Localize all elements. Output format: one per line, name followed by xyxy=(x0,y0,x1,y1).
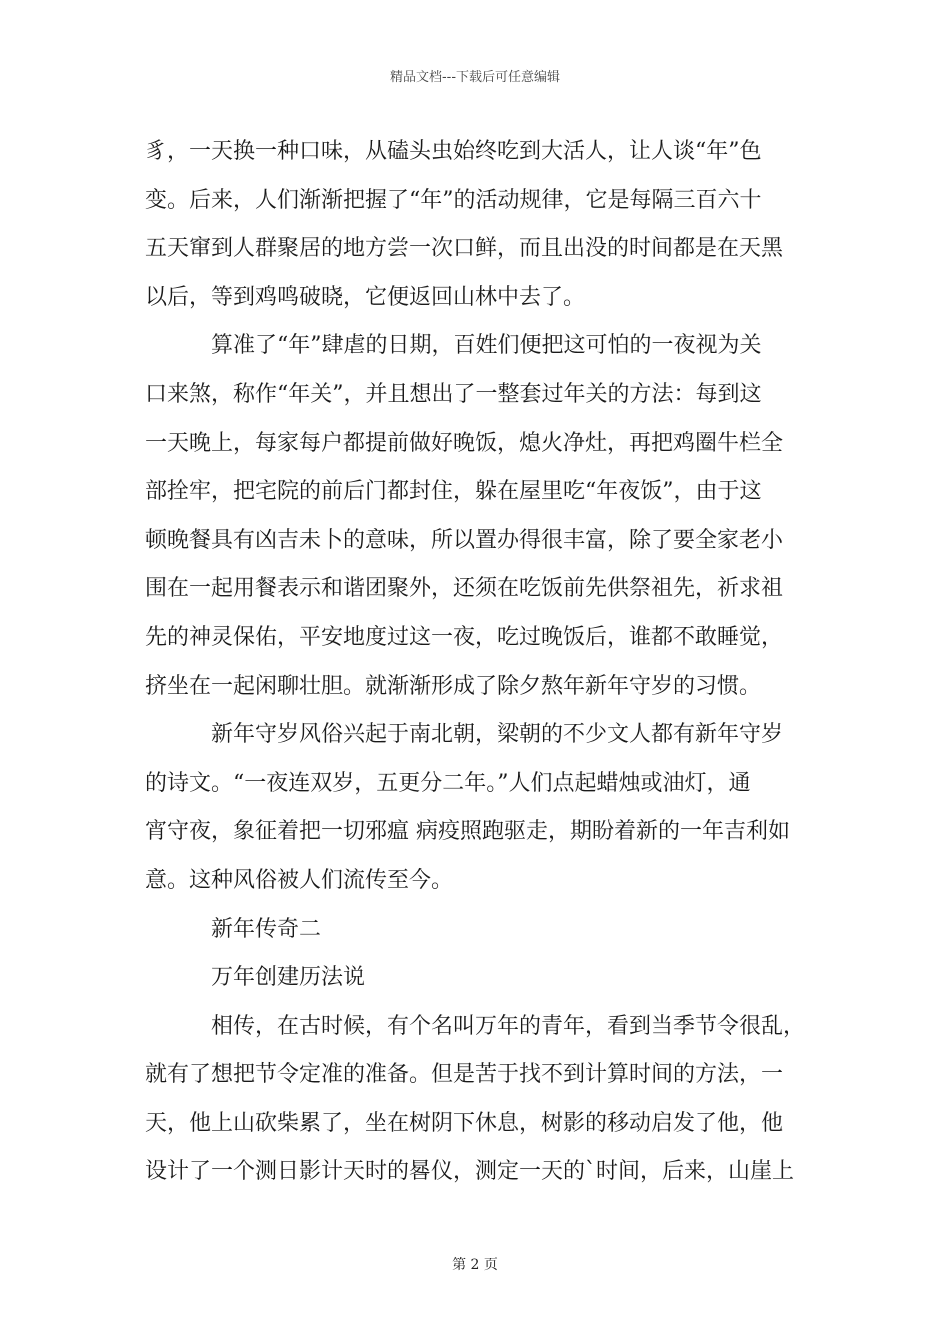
section-subheading: 万年创建历法说 xyxy=(145,965,366,991)
text-line: 先的神灵保佑，平安地度过这一夜，吃过晚饭后，谁都不敢睡觉， xyxy=(145,624,784,650)
text-line: 意。这种风俗被人们流传至今。 xyxy=(145,867,454,893)
page-header: 精品文档---下载后可任意编辑 xyxy=(389,70,561,85)
text-line: 部拴牢，把宅院的前后门都封住，躲在屋里吃“年夜饭”，由于这 xyxy=(145,479,762,505)
text-line: 顿晚餐具有凶吉未卜的意味，所以置办得很丰富，除了要全家老小 xyxy=(145,527,784,553)
text-line: 五天窜到人群聚居的地方尝一次口鲜，而且出没的时间都是在天黑 xyxy=(145,236,784,262)
text-line: 变。后来，人们渐渐把握了“年”的活动规律，它是每隔三百六十 xyxy=(145,187,762,213)
text-line: 新年守岁风俗兴起于南北朝，梁朝的不少文人都有新年守岁 xyxy=(145,722,784,748)
text-line: 相传，在古时候，有个名叫万年的青年，看到当季节令很乱， xyxy=(145,1013,806,1039)
text-line: 就有了想把节令定准的准备。但是苦于找不到计算时间的方法，一 xyxy=(145,1062,784,1088)
text-line: 算准了“年”肆虐的日期，百姓们便把这可怕的一夜视为关 xyxy=(145,333,762,359)
page-number: 第 2 页 xyxy=(452,1257,498,1273)
section-heading: 新年传奇二 xyxy=(145,916,322,942)
document-body xyxy=(145,128,815,1197)
text-line: 的诗文。“一夜连双岁，五更分二年。”人们点起蜡烛或油灯，通 xyxy=(145,770,751,796)
text-line: 围在一起用餐表示和谐团聚外，还须在吃饭前先供祭祖先，祈求祖 xyxy=(145,576,784,602)
text-line: 设计了一个测日影计天时的晷仪，测定一天的`时间，后来，山崖上 xyxy=(145,1159,795,1185)
text-line: 一天晚上，每家每户都提前做好晚饭，熄火净灶，再把鸡圈牛栏全 xyxy=(145,430,784,456)
text-line: 口来煞，称作“年关”，并且想出了一整套过年关的方法：每到这 xyxy=(145,381,762,407)
text-line: 宵守夜，象征着把一切邪瘟 病疫照跑驱走，期盼着新的一年吉利如 xyxy=(145,819,790,845)
text-line: 以后，等到鸡鸣破晓，它便返回山林中去了。 xyxy=(145,284,586,310)
text-line: 挤坐在一起闲聊壮胆。就渐渐形成了除夕熬年新年守岁的习惯。 xyxy=(145,673,762,699)
text-line: 豸，一天换一种口味，从磕头虫始终吃到大活人，让人谈“年”色 xyxy=(145,139,762,164)
text-line: 天，他上山砍柴累了，坐在树阴下休息，树影的移动启发了他，他 xyxy=(145,1110,784,1136)
